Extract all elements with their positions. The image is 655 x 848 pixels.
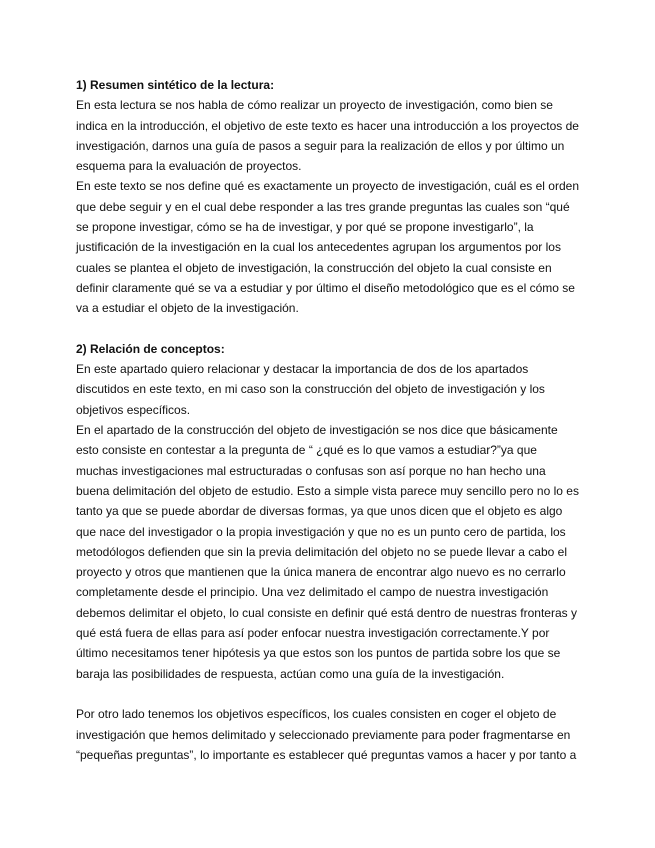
document-page (76, 75, 581, 765)
section-2-paragraph-2: En el apartado de la construcción del objeto de investigación se nos dice que básicamente esto consiste en contestar a la pregunta de “ ¿qué es lo que vamos a estudiar?”ya que muchas investigaciones mal estructuradas o confusas son así porque no han hecho una buena delimitación del objeto de estudio. Esto a simple vista parece muy sencillo pero no lo es tanto ya que se puede abordar de diversas formas, ya que unos dicen que el objeto es algo que nace del investigador o la propia investigación y que no es un punto cero de partida, los metodólogos defienden que sin la previa delimitación del objeto no se puede llevar a cabo el proyecto y otros que mantienen que la única manera de encontrar algo nuevo es no cerrarlo completamente desde el principio. Una vez delimitado el campo de nuestra investigación debemos delimitar el objeto, lo cual consiste en definir qué está dentro de nuestras fronteras y qué está fuera de ellas para así poder enfocar nuestra investigación correctamente.Y por último necesitamos tener hipótesis ya que estos son los puntos de partida sobre los que se baraja las posibilidades de respuesta, actúan como una guía de la investigación. (76, 423, 579, 681)
section-1-paragraph-2: En este texto se nos define qué es exactamente un proyecto de investigación, cuál es el orden que debe seguir y en el cual debe responder a las tres grande preguntas las cuales son “qué se propone investigar, cómo se ha de investigar, y por qué se propone investigarlo”, la justificación de la investigación en la cual los antecedentes agrupan los argumentos por los cuales se plantea el objeto de investigación, la construcción del objeto la cual consiste en definir claramente qué se va a estudiar y por último el diseño metodológico que es el cómo se va a estudiar el objeto de la investigación. (76, 179, 579, 316)
section-2-paragraph-1: En este apartado quiero relacionar y destacar la importancia de dos de los apartados discutidos en este texto, en mi caso son la construcción del objeto de investigación y los objetivos específicos. (76, 362, 545, 417)
spacer (76, 684, 581, 704)
section-1-heading: 1) Resumen sintético de la lectura: (76, 78, 275, 92)
section-2-heading: 2) Relación de conceptos: (76, 341, 225, 356)
section-2-paragraph-3: Por otro lado tenemos los objetivos específicos, los cuales consisten en coger el objeto de investigación que hemos delimitado y seleccionado previamente para poder fragmentarse en “pequeñas preguntas”, lo importante es establecer qué preguntas vamos a hacer y por tanto a (76, 707, 577, 762)
section-1-paragraph-1: En esta lectura se nos habla de cómo realizar un proyecto de investigación, como bien se indica en la introducción, el objetivo de este texto es hacer una introducción a los proyectos de investigación, darnos una guía de pasos a seguir para la realización de ellos y por último un esquema para la evaluación de proyectos. (76, 98, 579, 174)
spacer (76, 319, 581, 339)
